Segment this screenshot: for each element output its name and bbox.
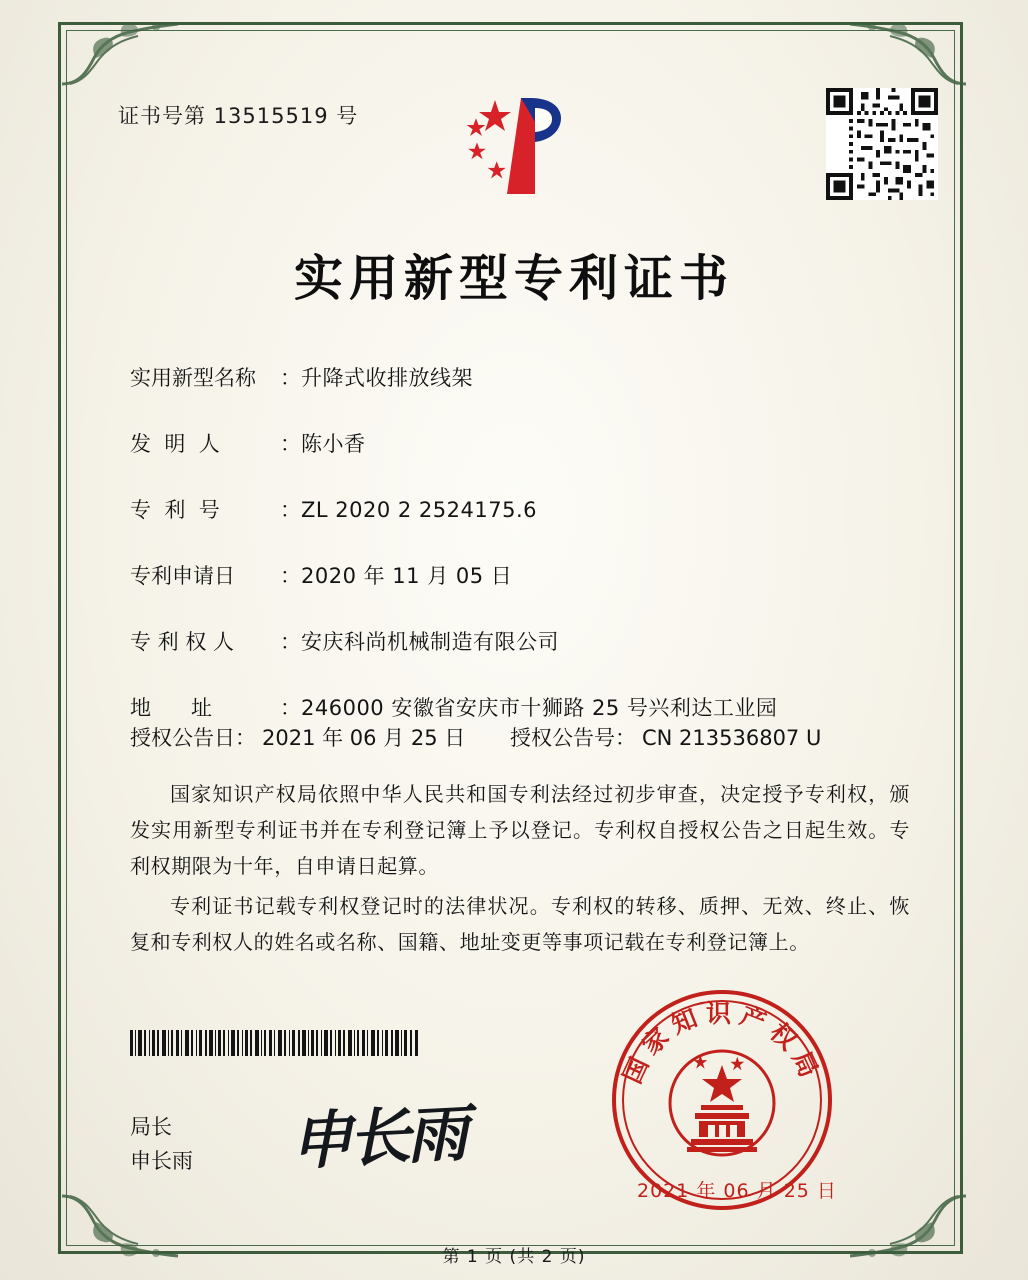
publication-date-label: 授权公告日：	[130, 726, 256, 750]
field-row	[130, 428, 910, 458]
svg-text:国家知识产权局: 国家知识产权局	[617, 999, 827, 1088]
field-colon: ：	[280, 432, 301, 456]
director-name: 申长雨	[130, 1149, 193, 1173]
field-colon: ：	[280, 564, 301, 588]
field-colon: ：	[280, 696, 301, 720]
legal-paragraph-2: 专利证书记载专利权登记时的法律状况。专利权的转移、质押、无效、终止、恢复和专利权人的姓名或名称、国籍、地址变更等事项记载在专利登记簿上。	[130, 894, 910, 954]
field-row	[130, 692, 910, 722]
director-title: 局长	[130, 1115, 172, 1139]
corner-ornament-icon	[60, 18, 180, 88]
field-value-patentee: 安庆科尚机械制造有限公司	[301, 630, 559, 654]
field-label: 发 明 人	[130, 432, 220, 456]
field-row	[130, 626, 910, 656]
legal-paragraph-1: 国家知识产权局依照中华人民共和国专利法经过初步审查，决定授予专利权，颁发实用新型专利证书并在专利登记簿上予以登记。专利权自授权公告之日起生效。专利权期限为十年，自申请日起算。	[130, 782, 910, 878]
field-label: 专 利 权 人	[130, 630, 235, 654]
field-label: 专 利 号	[130, 498, 220, 522]
field-list	[130, 362, 910, 758]
field-value-utility-model-name: 升降式收排放线架	[301, 366, 473, 390]
publication-number-label: 授权公告号：	[510, 726, 636, 750]
barcode-icon	[130, 1030, 420, 1056]
publication-row	[130, 722, 920, 752]
field-row	[130, 560, 910, 590]
field-colon: ：	[280, 498, 301, 522]
certificate-number: 证书号第 13515519 号	[118, 104, 359, 128]
handwritten-signature: 申长雨	[288, 1096, 467, 1179]
field-value-address: 246000 安徽省安庆市十狮路 25 号兴利达工业园	[301, 696, 778, 720]
field-colon: ：	[280, 366, 301, 390]
qr-code-icon	[826, 88, 938, 200]
director-block	[130, 1110, 193, 1178]
cnipa-emblem-icon	[455, 82, 585, 212]
publication-date-value: 2021 年 06 月 25 日	[262, 726, 466, 750]
field-label: 专利申请日	[130, 564, 235, 588]
field-value-patent-number: ZL 2020 2 2524175.6	[301, 498, 537, 522]
page-footer: 第 1 页 (共 2 页)	[442, 1247, 586, 1267]
publication-number-value: CN 213536807 U	[642, 726, 822, 750]
field-value-application-date: 2020 年 11 月 05 日	[301, 564, 513, 588]
field-label: 地 址	[130, 696, 213, 720]
page-title: 实用新型专利证书	[293, 250, 734, 307]
publication-date-group	[130, 722, 510, 752]
publication-number-group	[510, 722, 821, 752]
field-label: 实用新型名称	[130, 366, 256, 390]
field-value-inventor: 陈小香	[301, 432, 366, 456]
field-colon: ：	[280, 630, 301, 654]
corner-ornament-icon	[848, 18, 968, 88]
field-row	[130, 494, 910, 524]
field-row	[130, 362, 910, 392]
seal-date: 2021 年 06 月 25 日	[637, 1180, 837, 1202]
